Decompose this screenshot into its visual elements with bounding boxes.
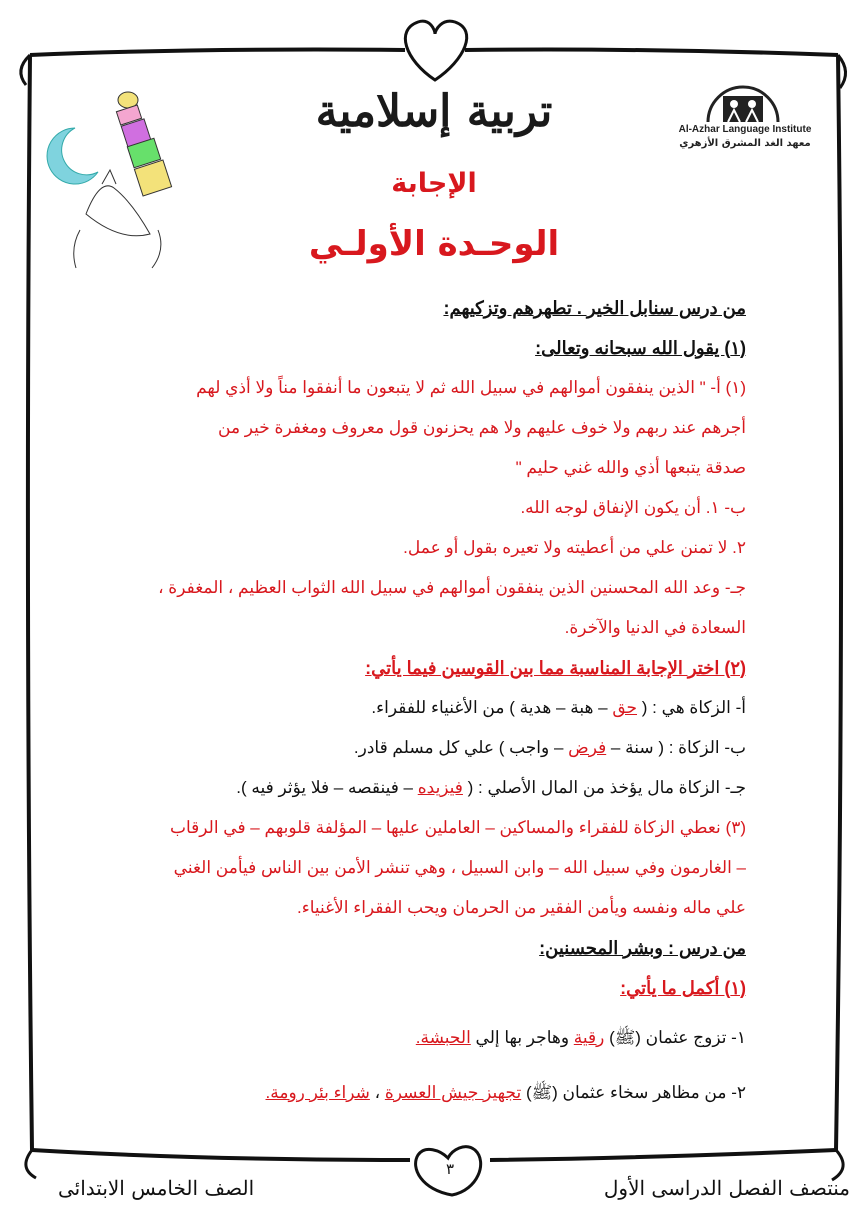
- page-title: تربية إسلامية: [315, 86, 553, 137]
- item2-middle: ،: [369, 1083, 385, 1102]
- q2b-after: – واجب ) علي كل مسلم قادر.: [353, 738, 569, 757]
- q1-line: ب- ١. أن يكون الإنفاق لوجه الله.: [520, 498, 746, 517]
- footer-grade: الصف الخامس الابتدائى: [58, 1176, 255, 1200]
- q1-line: ٢. لا تمنن علي من أعطيته ولا تعيره بقول أو عمل.: [403, 538, 746, 557]
- q2c-answer: فيزيده: [417, 778, 463, 797]
- section2-heading: من درس : وبشر المحسنين:: [539, 938, 746, 958]
- unit-title: الوحـدة الأولـي: [308, 224, 560, 264]
- q1-line: السعادة في الدنيا والآخرة.: [564, 618, 746, 637]
- item1-answer-1: رقية: [573, 1028, 605, 1047]
- q2-item-b: [106, 728, 746, 768]
- q2b-before: ب- الزكاة : ( سنة –: [606, 738, 746, 757]
- q2c-before: جـ- الزكاة مال يؤخذ من المال الأصلي : (: [462, 778, 746, 797]
- complete-item-1: [106, 1008, 746, 1058]
- logo-text-english: Al-Azhar Language Institute: [678, 124, 812, 135]
- q2a-before: أ- الزكاة هي : (: [637, 698, 746, 717]
- q2a-answer: حق: [612, 698, 638, 717]
- section2-q1-heading: (١) أكمل ما يأتي:: [620, 978, 746, 998]
- section1-heading: من درس سنابل الخير . تطهرهم وتزكيهم:: [443, 298, 746, 318]
- q1-line: أجرهم عند ربهم ولا خوف عليهم ولا هم يحزنون قول معروف ومغفرة خير من: [218, 418, 746, 437]
- footer-term: منتصف الفصل الدراسى الأول: [603, 1176, 850, 1200]
- q2a-after: – هبة – هدية ) من الأغنياء للفقراء.: [371, 698, 613, 717]
- section1-q2-heading: (٢) اختر الإجابة المناسبة مما بين القوسين فيما يأتي:: [365, 658, 746, 678]
- complete-item-2: [106, 1058, 746, 1108]
- q3-line: (٣) نعطي الزكاة للفقراء والمساكين – العاملين عليها – المؤلفة قلوبهم – في الرقاب: [169, 818, 746, 837]
- item1-prefix: ١- تزوج عثمان (ﷺ): [604, 1028, 746, 1047]
- item2-answer-1: تجهيز جيش العسرة: [384, 1083, 522, 1102]
- logo-text-arabic: معهد الغد المشرق الأزهري: [679, 138, 811, 149]
- answer-label: الإجابة: [391, 168, 477, 199]
- q2-item-a: [106, 688, 746, 728]
- q2c-after: – فينقصه – فلا يؤثر فيه ).: [236, 778, 418, 797]
- q3-line: علي ماله ونفسه ويأمن الفقير من الحرمان ويحب الفقراء الأغنياء.: [297, 898, 746, 917]
- q2b-answer: فرض: [568, 738, 607, 757]
- section1-q1-heading: (١) يقول الله سبحانه وتعالى:: [535, 338, 746, 358]
- q1-line: (١) أ- " الذين ينفقون أموالهم في سبيل الله ثم لا يتبعون ما أنفقوا مناً ولا أذي لهم: [196, 378, 746, 397]
- q2-item-c: [106, 768, 746, 808]
- q3-line: – الغارمون وفي سبيل الله – وابن السبيل ، وهي تنشر الأمن بين الناس فيأمن الغني: [173, 858, 746, 877]
- page-number: ٣: [446, 1160, 455, 1178]
- content-body: [106, 288, 746, 1108]
- q1-line: صدقة يتبعها أذي والله غني حليم ": [515, 458, 746, 477]
- item1-answer-2: الحبشة.: [415, 1028, 471, 1047]
- item1-middle: وهاجر بها إلي: [470, 1028, 574, 1047]
- top-heart: [405, 21, 466, 80]
- item2-prefix: ٢- من مظاهر سخاء عثمان (ﷺ): [521, 1083, 746, 1102]
- q1-line: جـ- وعد الله المحسنين الذين ينفقون أموالهم في سبيل الله الثواب العظيم ، المغفرة ،: [158, 578, 746, 597]
- item2-answer-2: شراء بئر رومة.: [265, 1083, 370, 1102]
